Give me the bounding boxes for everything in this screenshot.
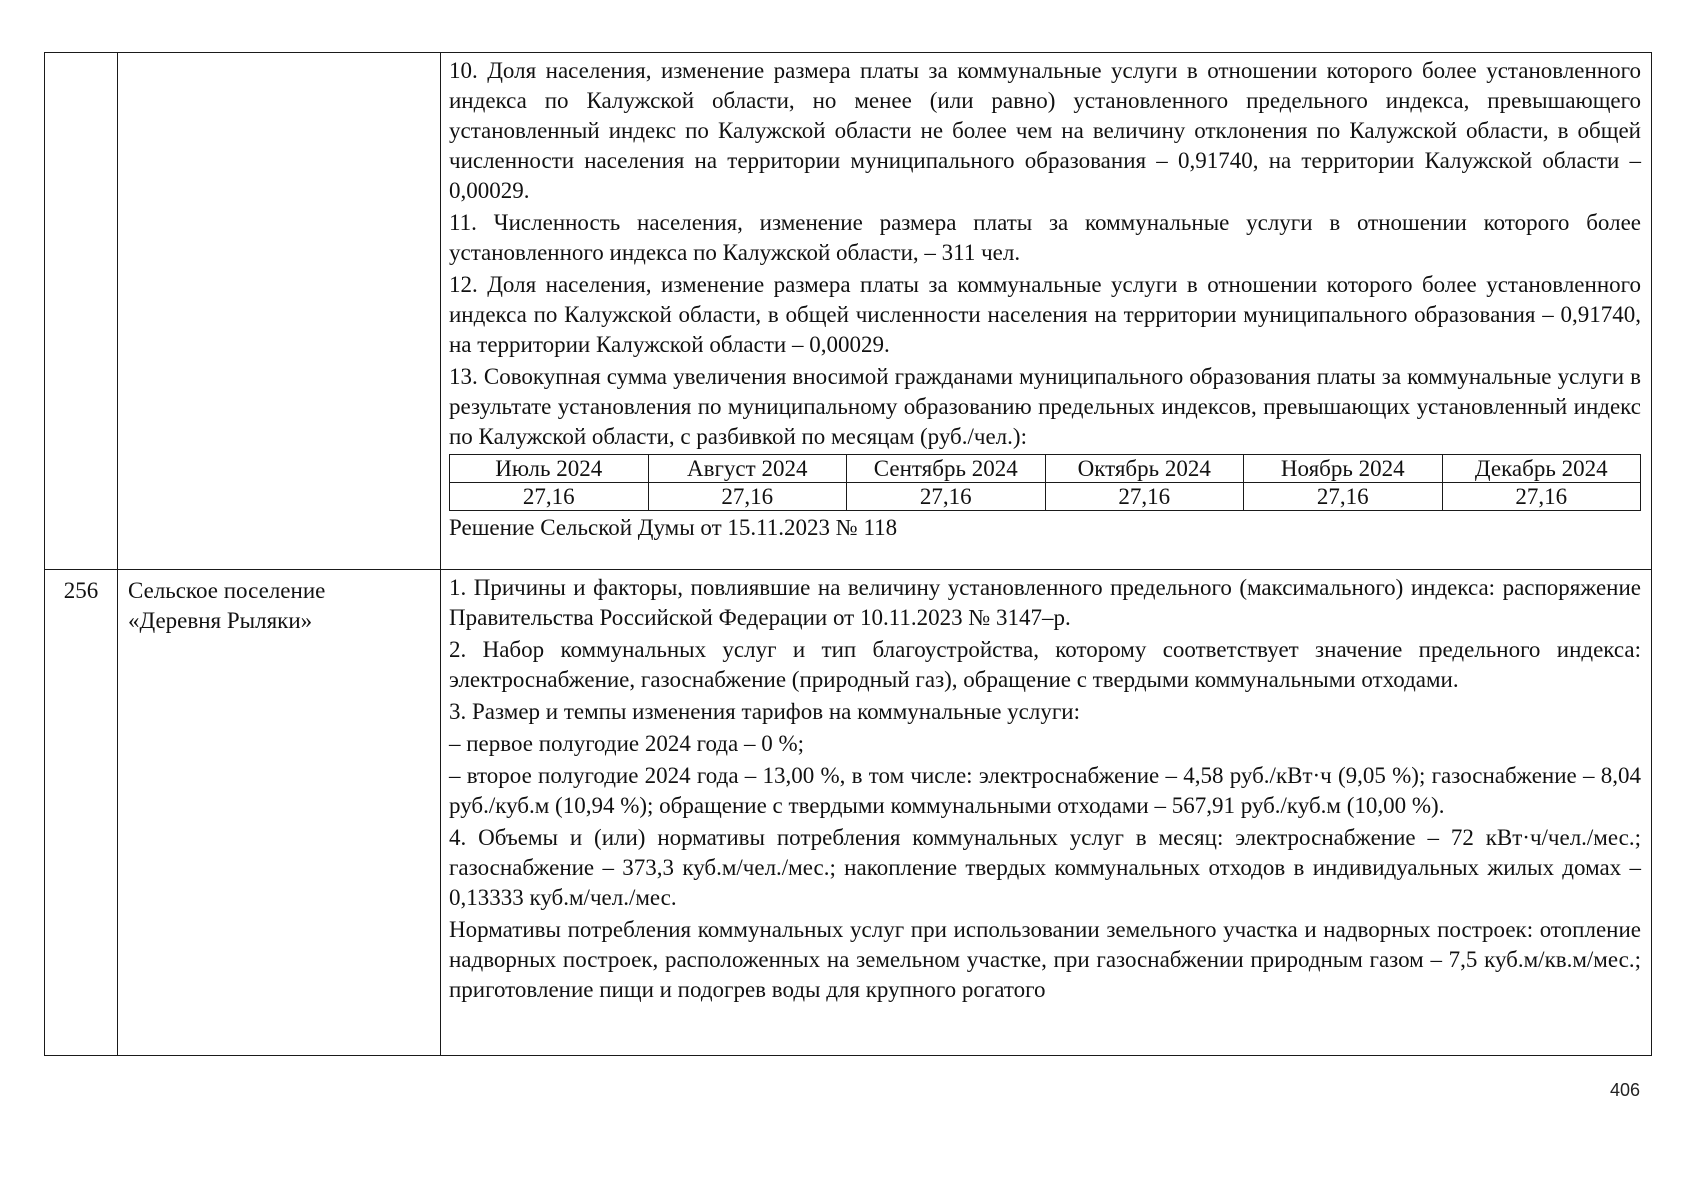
municipality-name-line: «Деревня Рыляки» xyxy=(128,607,313,633)
decision-reference: Решение Сельской Думы от 15.11.2023 № 118 xyxy=(449,515,898,540)
paragraph-item-12: 12. Доля населения, изменение размера платы за коммунальные услуги в отношении которого более установленного индекса по Калужской области, в общей численности населения на территории муниципального образования – 0,91740, на территории Калужской области – 0,00029. xyxy=(449,272,1641,357)
paragraph-item-10: 10. Доля населения, изменение размера платы за коммунальные услуги в отношении которого более установленного индекса по Калужской области, но менее (или равно) установленного предельного индекса, превышающего установленный индекс по Калужской области не более чем на величину отклонения по Калужской области, в общей численности населения на территории муниципального образования – 0,91740, на территории Калужской области – 0,00029. xyxy=(449,58,1641,203)
paragraph-item-3-second-half: – второе полугодие 2024 года – 13,00 %, в том числе: электроснабжение – 4,58 руб./кВт·ч (9,05 %); газоснабжение – 8,04 руб./куб.м (10,94 %); обращение с твердыми коммунальными отходами – 567,91 руб./куб.м (10,00 %). xyxy=(449,762,1641,818)
paragraph-land-norms: Нормативы потребления коммунальных услуг при использовании земельного участка и надворных построек: отопление надворных построек, расположенных на земельном участке, при газоснабжении природным газом – 7,5 куб.м/кв.м/мес.; приготовление пищи и подогрев воды для крупного рогатого xyxy=(449,916,1641,1002)
month-value: 27,16 xyxy=(1244,483,1443,511)
paragraph-item-1: 1. Причины и факторы, повлиявшие на величину установленного предельного (максимального) индекса: распоряжение Правительства Российской Федерации от 10.11.2023 № 3147–р. xyxy=(449,574,1641,630)
table-row xyxy=(45,569,1652,1056)
municipality-name-line: Сельское поселение xyxy=(128,577,326,603)
month-value: 27,16 xyxy=(1045,483,1244,511)
paragraph-item-13: 13. Совокупная сумма увеличения вносимой гражданами муниципального образования платы за коммунальные услуги в результате установления по муниципальному образованию предельных индексов, превышающих установленный индекс по Калужской области, с разбивкой по месяцам (руб./чел.): xyxy=(449,364,1641,449)
municipality-name-cell xyxy=(118,569,441,1056)
content-cell xyxy=(441,569,1652,1056)
month-value: 27,16 xyxy=(847,483,1046,511)
document-table xyxy=(44,52,1652,1056)
month-header: Июль 2024 xyxy=(450,455,649,483)
month-value: 27,16 xyxy=(1442,483,1641,511)
content-cell xyxy=(441,53,1652,570)
municipality-name-cell xyxy=(118,53,441,570)
month-header: Август 2024 xyxy=(648,455,847,483)
page-number: 406 xyxy=(1610,1080,1641,1100)
paragraph-item-11: 11. Численность населения, изменение размера платы за коммунальные услуги в отношении которого более установленного индекса по Калужской области, – 311 чел. xyxy=(449,210,1641,265)
paragraph-item-3-first-half: – первое полугодие 2024 года – 0 %; xyxy=(449,730,805,756)
paragraph-item-2: 2. Набор коммунальных услуг и тип благоустройства, которому соответствует значение предельного индекса: электроснабжение, газоснабжение (природный газ), обращение с твердыми коммунальными отходами. xyxy=(449,636,1641,692)
month-value: 27,16 xyxy=(450,483,649,511)
paragraph-item-4: 4. Объемы и (или) нормативы потребления коммунальных услуг в месяц: электроснабжение – 72 кВт·ч/чел./мес.; газоснабжение – 373,3 куб.м/чел./мес.; накопление твердых коммунальных отходов в индивидуальных жилых домах – 0,13333 куб.м/чел./мес. xyxy=(449,824,1641,910)
table-row xyxy=(45,53,1652,570)
monthly-increase-table xyxy=(449,454,1641,511)
row-number-cell xyxy=(45,53,118,570)
months-header-row xyxy=(450,455,1641,483)
month-header: Ноябрь 2024 xyxy=(1244,455,1443,483)
months-value-row xyxy=(450,483,1641,511)
month-header: Сентябрь 2024 xyxy=(847,455,1046,483)
month-value: 27,16 xyxy=(648,483,847,511)
month-header: Декабрь 2024 xyxy=(1442,455,1641,483)
month-header: Октябрь 2024 xyxy=(1045,455,1244,483)
paragraph-item-3: 3. Размер и темпы изменения тарифов на коммунальные услуги: xyxy=(449,698,1080,724)
row-number-cell: 256 xyxy=(45,569,118,1056)
